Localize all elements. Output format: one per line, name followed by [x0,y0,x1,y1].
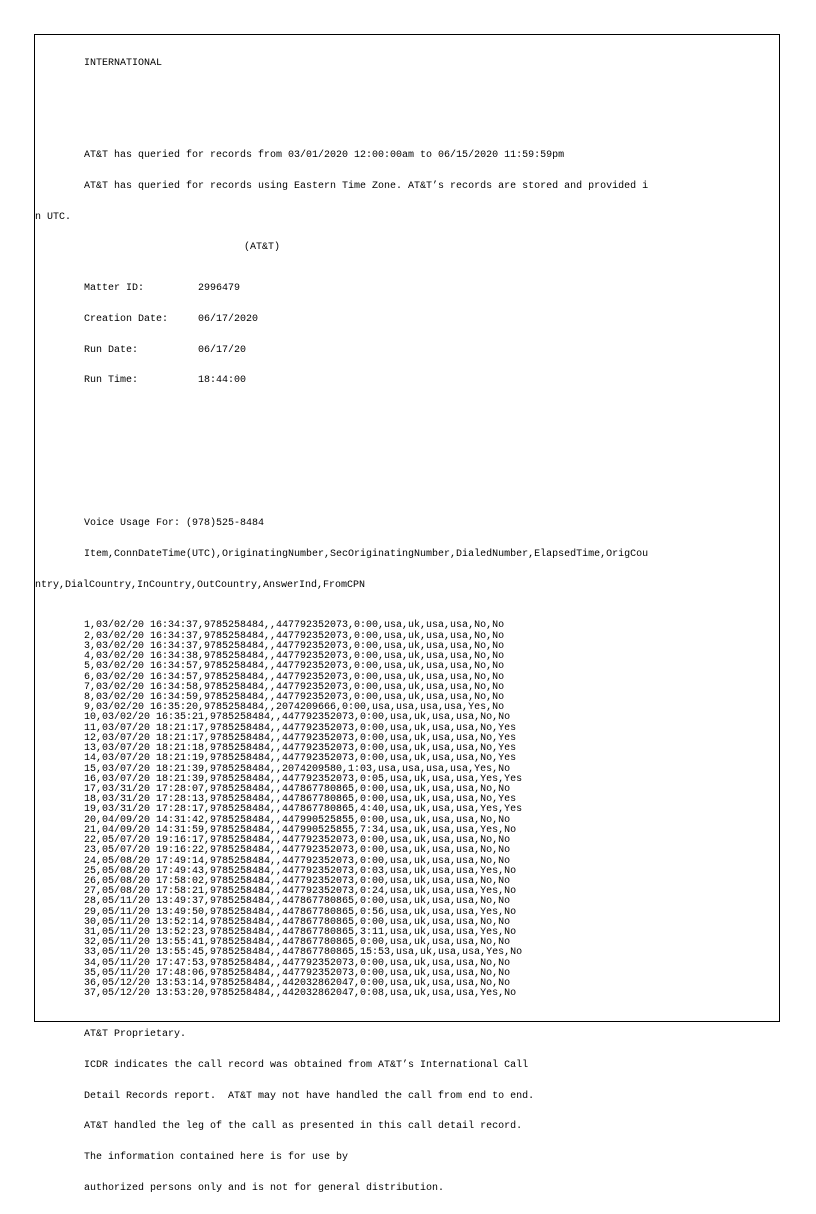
section-title: INTERNATIONAL [84,58,163,70]
call-record-row: 19,03/31/20 17:28:17,9785258484,,447867780865,4:40,usa,uk,usa,usa,Yes,Yes [84,804,523,816]
call-record-row: 3,03/02/20 16:34:37,9785258484,,447792352073,0:00,usa,uk,usa,usa,No,No [84,640,505,652]
document-body [35,39,781,1214]
query-timezone-line: AT&T has queried for records using Eastern Time Zone. AT&T’s records are stored and provided i [84,181,649,193]
run-date-label: Run Date: [84,344,139,356]
call-records [35,621,781,999]
footer-line: The information contained here is for use by [84,1151,349,1163]
call-record-row: 30,05/11/20 13:52:14,9785258484,,447867780865,0:00,usa,uk,usa,usa,No,No [84,916,511,928]
call-record-row: 24,05/08/20 17:49:14,9785258484,,447792352073,0:00,usa,uk,usa,usa,No,No [84,855,511,867]
run-time-row [35,376,781,386]
call-record-row: 13,03/07/20 18:21:18,9785258484,,447792352073,0:00,usa,uk,usa,usa,No,Yes [84,743,517,755]
call-record-row: 37,05/12/20 13:53:20,9785258484,,442032862047,0:08,usa,uk,usa,usa,Yes,No [84,988,517,1000]
call-record-row: 32,05/11/20 13:55:41,9785258484,,447867780865,0:00,usa,uk,usa,usa,No,No [84,937,511,949]
call-record-row: 9,03/02/20 16:35:20,9785258484,,2074209666,0:00,usa,usa,usa,usa,Yes,No [84,702,505,714]
call-record-row: 36,05/12/20 13:53:14,9785258484,,442032862047,0:00,usa,uk,usa,usa,No,No [84,978,511,990]
spacer [35,90,781,100]
call-record-row: 28,05/11/20 13:49:37,9785258484,,447867780865,0:00,usa,uk,usa,usa,No,No [84,896,511,908]
spacer [35,417,781,427]
footer-line: Detail Records report. AT&T may not have handled the call from end to end. [84,1090,535,1102]
spacer [35,448,781,458]
company-tag: (AT&T) [244,242,281,254]
call-record-row: 25,05/08/20 17:49:43,9785258484,,447792352073,0:03,usa,uk,usa,usa,Yes,No [84,865,517,877]
call-record-row: 27,05/08/20 17:58:21,9785258484,,447792352073,0:24,usa,uk,usa,usa,Yes,No [84,886,517,898]
call-record-row: 21,04/09/20 14:31:59,9785258484,,447990525855,7:34,usa,uk,usa,usa,Yes,No [84,824,517,836]
call-record-row: 34,05/11/20 17:47:53,9785258484,,447792352073,0:00,usa,uk,usa,usa,No,No [84,957,511,969]
call-record-row: 1,03/02/20 16:34:37,9785258484,,447792352073,0:00,usa,uk,usa,usa,No,No [84,620,505,632]
run-date-value: 06/17/20 [198,344,247,356]
call-record-row: 12,03/07/20 18:21:17,9785258484,,447792352073,0:00,usa,uk,usa,usa,No,Yes [84,732,517,744]
call-record-row: 14,03/07/20 18:21:19,9785258484,,447792352073,0:00,usa,uk,usa,usa,No,Yes [84,753,517,765]
footer-line: authorized persons only and is not for general distribution. [84,1182,445,1194]
call-record-row: 8,03/02/20 16:34:59,9785258484,,447792352073,0:00,usa,uk,usa,usa,No,No [84,692,505,703]
query-range-line: AT&T has queried for records from 03/01/2020 12:00:00am to 06/15/2020 11:59:59pm [84,150,565,162]
call-record-row: 17,03/31/20 17:28:07,9785258484,,447867780865,0:00,usa,uk,usa,usa,No,No [84,783,511,795]
query-timezone-line-wrap: n UTC. [35,211,72,223]
call-record-row: 18,03/31/20 17:28:13,9785258484,,447867780865,0:00,usa,uk,usa,usa,No,Yes [84,794,517,806]
call-record-row: 7,03/02/20 16:34:58,9785258484,,447792352073,0:00,usa,uk,usa,usa,No,No [84,681,505,693]
footer-line: AT&T Proprietary. [84,1029,187,1041]
call-record-row: 23,05/07/20 19:16:22,9785258484,,447792352073,0:00,usa,uk,usa,usa,No,No [84,845,511,857]
run-date-row [35,346,781,356]
call-record-row: 10,03/02/20 16:35:21,9785258484,,447792352073,0:00,usa,uk,usa,usa,No,No [84,712,511,724]
call-record-row: 11,03/07/20 18:21:17,9785258484,,447792352073,0:00,usa,uk,usa,usa,No,Yes [84,722,517,734]
call-record-row: 16,03/07/20 18:21:39,9785258484,,447792352073,0:05,usa,uk,usa,usa,Yes,Yes [84,773,523,785]
matter-id-row [35,284,781,294]
creation-date-label: Creation Date: [84,313,169,325]
matter-id-label: Matter ID: [84,283,145,295]
call-record-row: 31,05/11/20 13:52:23,9785258484,,447867780865,3:11,usa,uk,usa,usa,Yes,No [84,927,517,939]
call-record-row: 4,03/02/20 16:34:38,9785258484,,447792352073,0:00,usa,uk,usa,usa,No,No [84,651,505,663]
call-record-row: 6,03/02/20 16:34:57,9785258484,,447792352073,0:00,usa,uk,usa,usa,No,No [84,671,505,683]
column-header-line-wrap: ntry,DialCountry,InCountry,OutCountry,AnswerInd,FromCPN [35,579,366,591]
run-time-label: Run Time: [84,375,139,387]
run-time-value: 18:44:00 [198,375,247,387]
spacer [35,478,781,488]
usage-title: Voice Usage For: (978)525-8484 [84,518,265,530]
call-record-row: 26,05/08/20 17:58:02,9785258484,,447792352073,0:00,usa,uk,usa,usa,No,No [84,875,511,887]
call-record-row: 5,03/02/20 16:34:57,9785258484,,447792352073,0:00,usa,uk,usa,usa,No,No [84,661,505,673]
matter-id-value: 2996479 [198,283,241,295]
call-record-row: 33,05/11/20 13:55:45,9785258484,,447867780865,15:53,usa,uk,usa,usa,Yes,No [84,947,523,959]
call-record-row: 22,05/07/20 19:16:17,9785258484,,447792352073,0:00,usa,uk,usa,usa,No,No [84,835,511,847]
creation-date-value: 06/17/2020 [198,313,259,325]
page-frame [34,34,780,1194]
call-record-row: 29,05/11/20 13:49:50,9785258484,,447867780865,0:56,usa,uk,usa,usa,Yes,No [84,906,517,918]
call-record-row: 2,03/02/20 16:34:37,9785258484,,447792352073,0:00,usa,uk,usa,usa,No,No [84,630,505,642]
creation-date-row [35,315,781,325]
footer-line: ICDR indicates the call record was obtained from AT&T’s International Call [84,1059,529,1071]
call-record-row: 15,03/07/20 18:21:39,9785258484,,2074209580,1:03,usa,usa,usa,usa,Yes,No [84,763,511,775]
column-header-line: Item,ConnDateTime(UTC),OriginatingNumber,SecOriginatingNumber,DialedNumber,ElapsedTime,OrigCou [84,548,649,560]
spacer [35,121,781,131]
footer-line: AT&T handled the leg of the call as presented in this call detail record. [84,1121,523,1133]
call-record-row: 35,05/11/20 17:48:06,9785258484,,447792352073,0:00,usa,uk,usa,usa,No,No [84,967,511,979]
call-record-row: 20,04/09/20 14:31:42,9785258484,,447990525855,0:00,usa,uk,usa,usa,No,No [84,814,511,826]
